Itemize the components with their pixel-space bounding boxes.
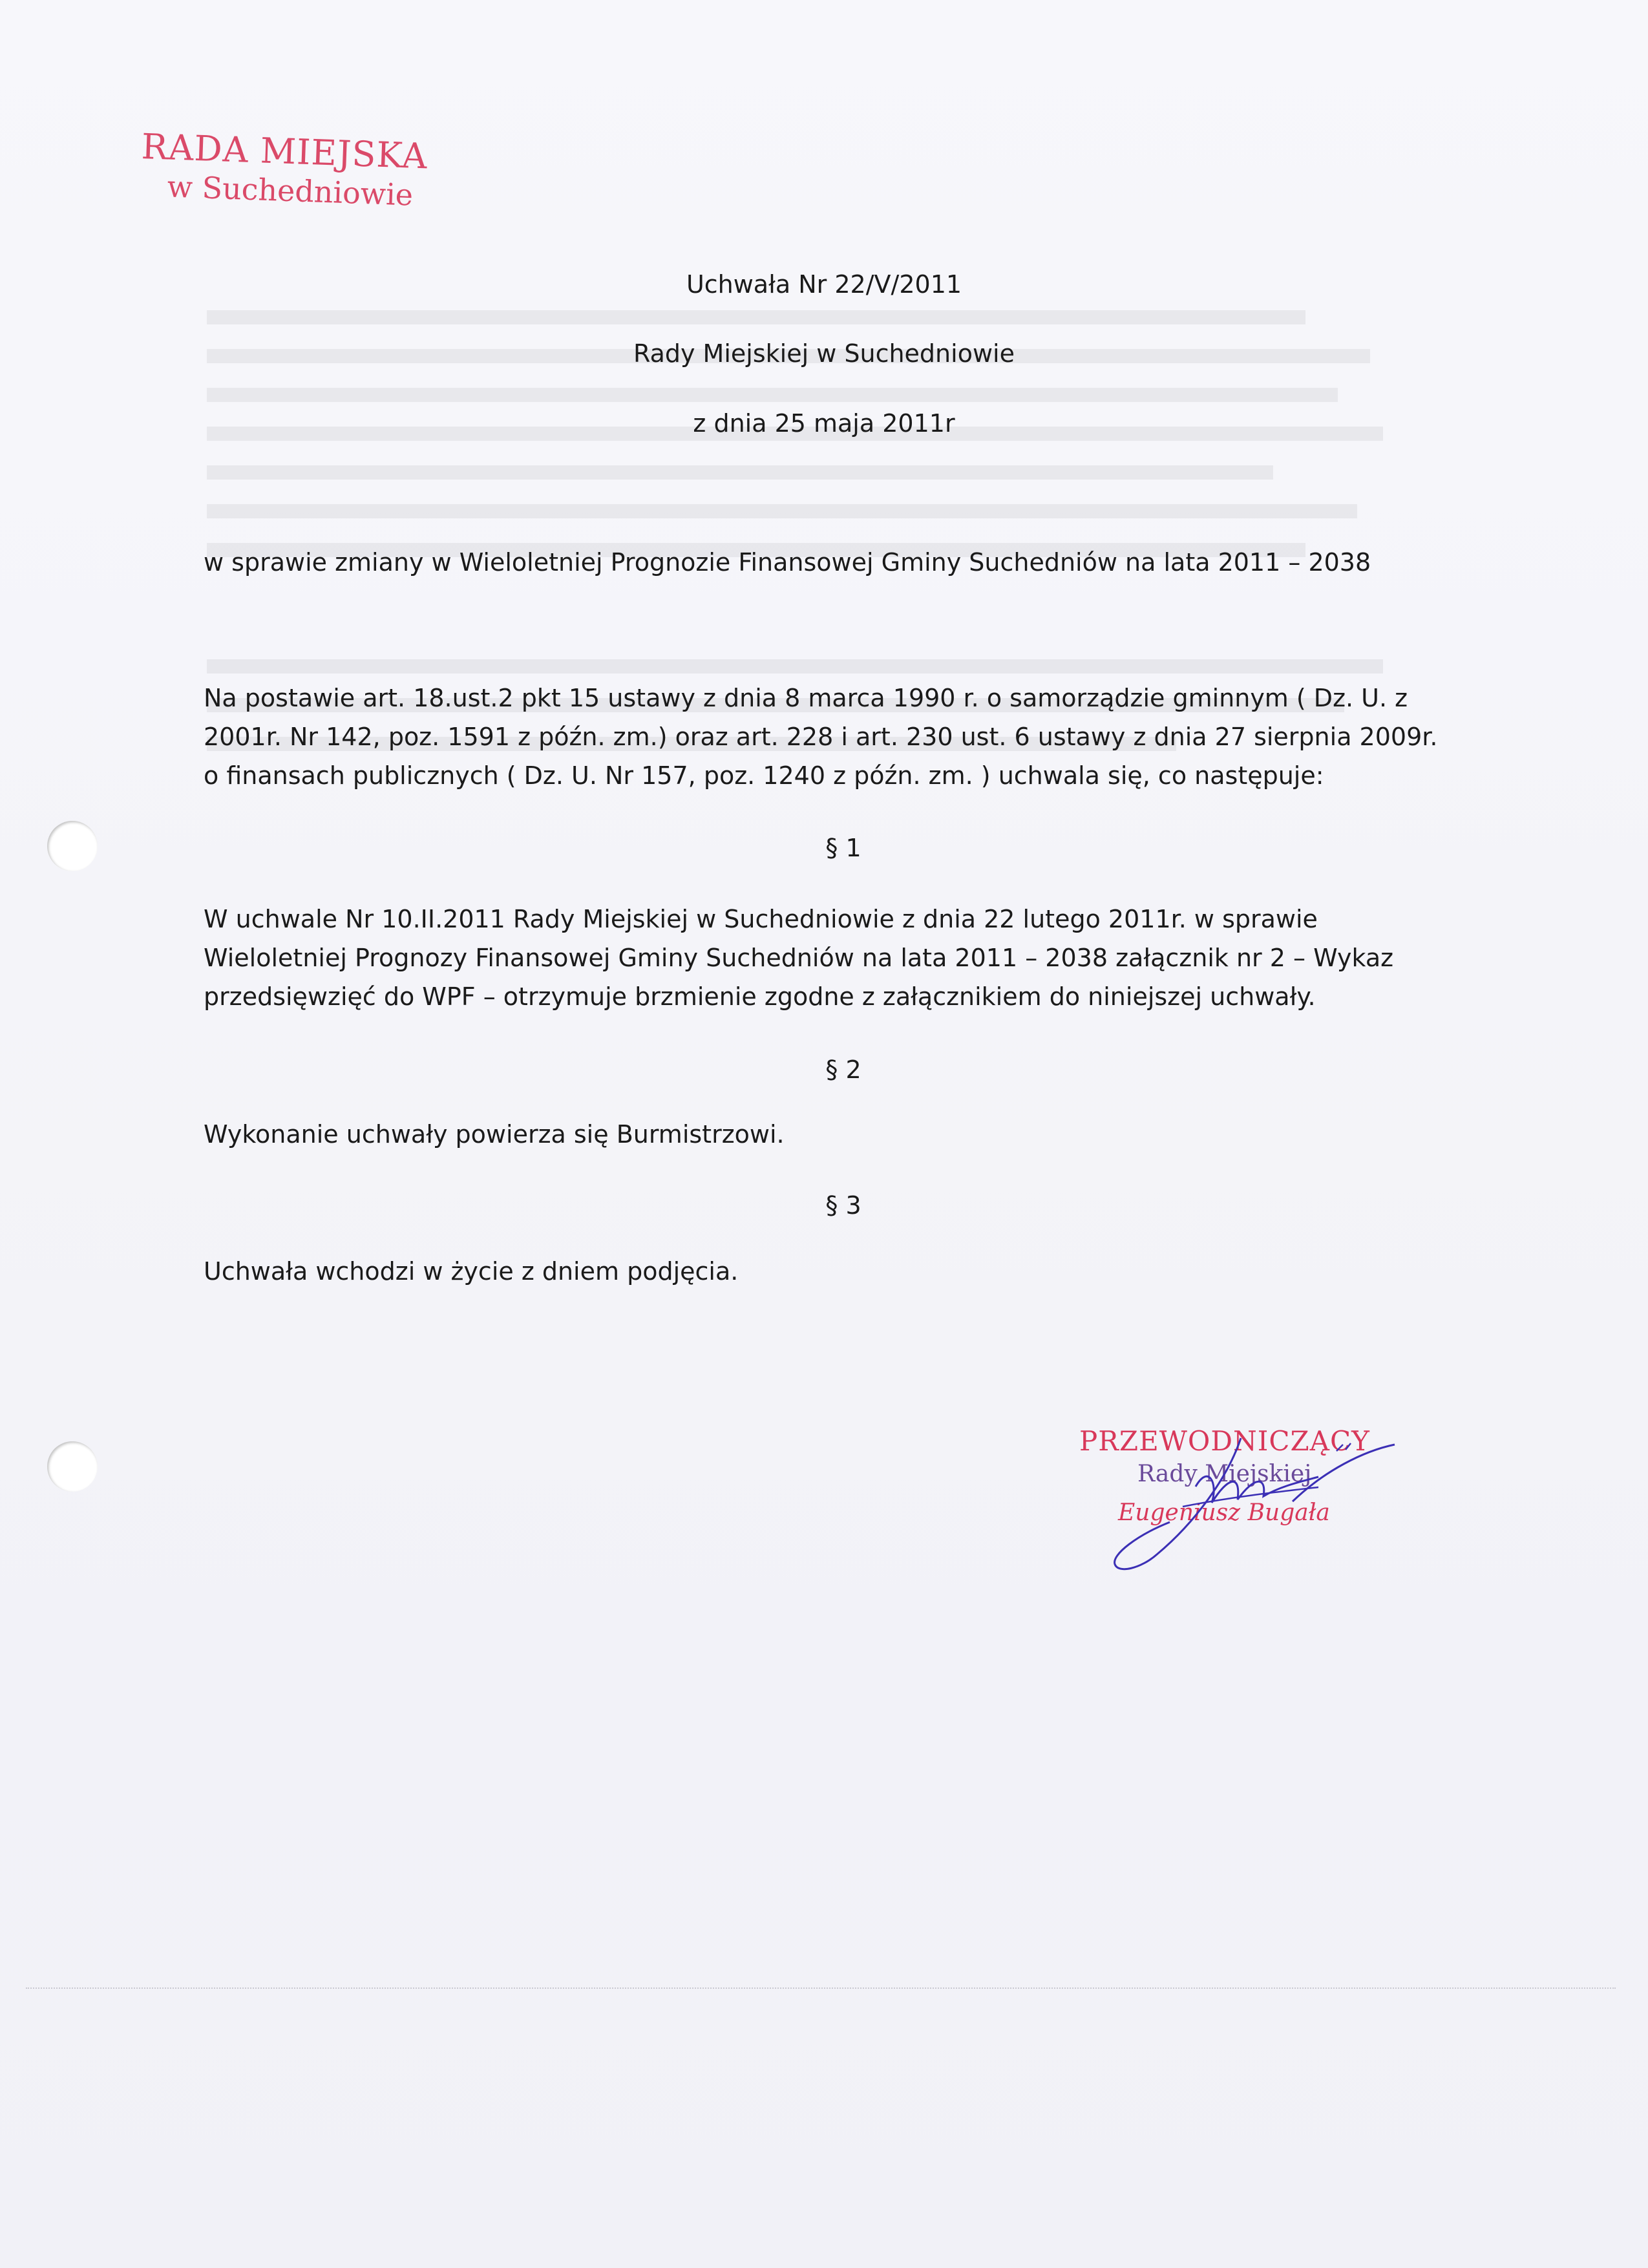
stamp-line-2: w Suchedniowie <box>166 169 414 213</box>
section-1-heading: § 1 <box>825 834 861 862</box>
scan-edge-line <box>26 1987 1616 1989</box>
chairman-signature-block <box>1079 1425 1415 1580</box>
legal-basis: Na postawie art. 18.ust.2 pkt 15 ustawy z dnia 8 marca 1990 r. o samorządzie gminnym ( Dz. U. z 2001r. Nr 142, poz. 1591 z późn. zm.) oraz art. 228 i art. 230 ust. 6 ustawy z dnia 27 sierpnia 2009r. o finansach publicznych ( Dz. U. Nr 157, poz. 1240 z późn. zm. ) uchwala się, co następuje: <box>204 684 1438 790</box>
resolution-title: Uchwała Nr 22/V/2011 <box>686 270 962 299</box>
council-stamp <box>140 126 428 213</box>
signature-title: PRZEWODNICZĄCY <box>1079 1425 1370 1457</box>
resolution-subject: w sprawie zmiany w Wieloletniej Prognozie Finansowej Gminy Suchedniów na lata 2011 – 2038 <box>204 548 1371 577</box>
section-1-text: W uchwale Nr 10.II.2011 Rady Miejskiej w Suchedniowie z dnia 22 lutego 2011r. w sprawie Wieloletniej Prognozy Finansowej Gminy Suchedniów na lata 2011 – 2038 załącznik nr 2 – Wykaz przedsięwzięć do WPF – otrzymuje brzmienie zgodne z załącznikiem do niniejszej uchwały. <box>204 905 1394 1011</box>
punch-hole-upper <box>47 821 98 871</box>
section-3-heading: § 3 <box>825 1191 861 1220</box>
resolution-date: z dnia 25 maja 2011r <box>693 409 955 438</box>
issuing-body: Rady Miejskiej w Suchedniowie <box>633 339 1015 368</box>
section-2-heading: § 2 <box>825 1055 861 1084</box>
signature-name: Eugeniusz Bugała <box>1118 1500 1330 1526</box>
handwritten-signature <box>1079 1425 1415 1580</box>
section-3-text: Uchwała wchodzi w życie z dniem podjęcia. <box>204 1257 739 1286</box>
stamp-line-1: RADA MIEJSKA <box>140 126 428 177</box>
signature-subtitle: Rady Miejskiej <box>1137 1461 1312 1487</box>
punch-hole-lower <box>47 1441 98 1492</box>
section-2-text: Wykonanie uchwały powierza się Burmistrzowi. <box>204 1120 785 1149</box>
